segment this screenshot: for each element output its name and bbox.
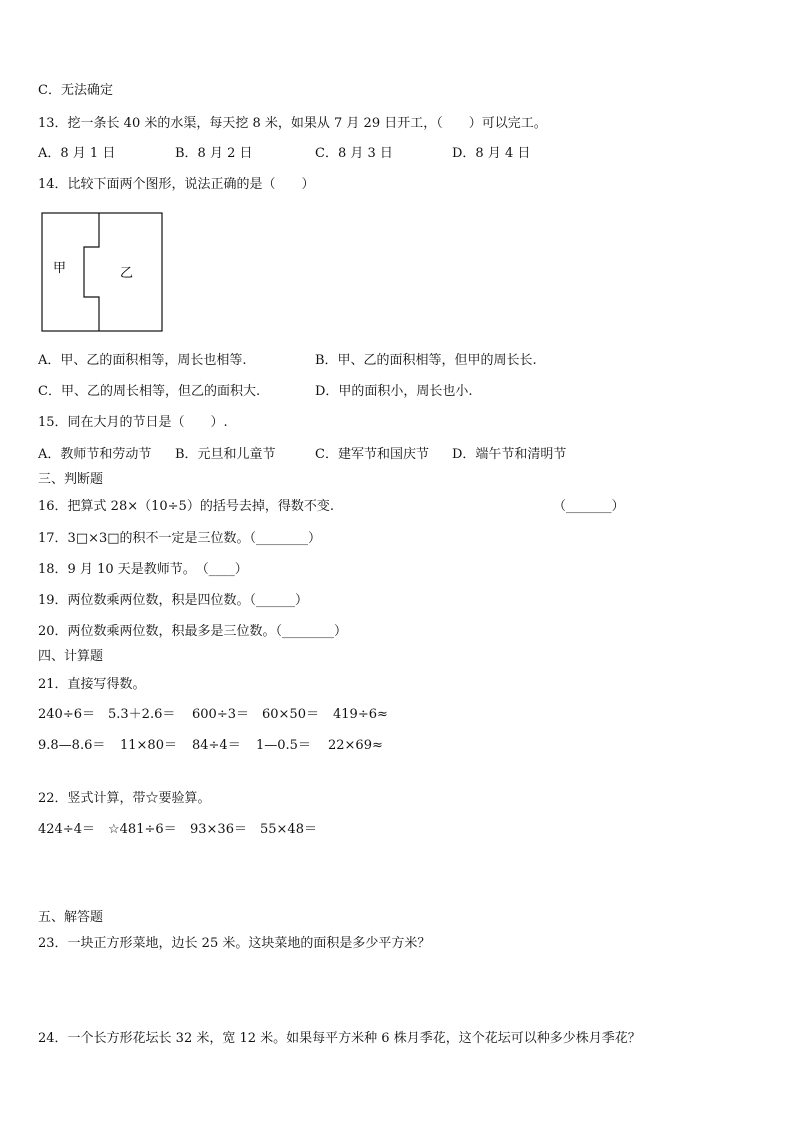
q15-option-b: B．元旦和儿童节 bbox=[175, 447, 276, 462]
q15-option-c: C．建军节和国庆节 bbox=[315, 447, 429, 462]
q23: 23．一块正方形菜地，边长 25 米。这块菜地的面积是多少平方米？ bbox=[38, 936, 431, 951]
q24: 24．一个长方形花坛长 32 米，宽 12 米。如果每平方米种 6 株月季花，这个花坛可以种多少株月季花？ bbox=[38, 1031, 641, 1046]
q16-answer-blank[interactable]: （_______） bbox=[553, 499, 625, 514]
q21-row1-item1: 240÷6＝ bbox=[38, 707, 95, 722]
q15-option-a: A．教师节和劳动节 bbox=[38, 447, 152, 462]
figure-label-jia: 甲 bbox=[53, 261, 67, 276]
q13-stem: 13．挖一条长 40 米的水渠，每天挖 8 米，如果从 7 月 29 日开工，（ ）可以完工。 bbox=[38, 116, 547, 131]
q21-row2-item2: 11×80＝ bbox=[120, 738, 177, 753]
q21-row2-item3: 84÷4＝ bbox=[192, 738, 241, 753]
q19: 19．两位数乘两位数，积是四位数。（______） bbox=[38, 593, 309, 608]
q13-option-c: C．8 月 3 日 bbox=[315, 146, 393, 161]
q14-option-d: D．甲的面积小，周长也小. bbox=[315, 384, 473, 399]
q16-stem: 16．把算式 28×（10÷5）的括号去掉，得数不变. bbox=[38, 499, 334, 514]
q14-option-b: B．甲、乙的面积相等，但甲的周长长. bbox=[315, 353, 537, 368]
q15-stem: 15．同在大月的节日是（ ）. bbox=[38, 415, 228, 430]
section-4-title: 四、计算题 bbox=[38, 649, 104, 664]
q21-row2-item5: 22×69≈ bbox=[328, 738, 383, 753]
q21-row2-item1: 9.8—8.6＝ bbox=[38, 738, 106, 753]
q14-stem: 14．比较下面两个图形，说法正确的是（ ） bbox=[38, 177, 315, 192]
figure-label-yi: 乙 bbox=[120, 266, 134, 281]
q22-item3: 93×36＝ bbox=[190, 822, 247, 837]
q13-option-a: A．8 月 1 日 bbox=[38, 146, 116, 161]
q21-row1-item4: 60×50＝ bbox=[262, 707, 319, 722]
q13-option-b: B．8 月 2 日 bbox=[175, 146, 253, 161]
q18: 18．9 月 10 天是教师节。 （____） bbox=[38, 562, 248, 577]
q17: 17．3□×3□的积不一定是三位数。（________） bbox=[38, 531, 322, 546]
figure-divider-line bbox=[84, 213, 99, 331]
section-5-title: 五、解答题 bbox=[38, 910, 104, 925]
q14-figure bbox=[41, 212, 165, 334]
q22-item1: 424÷4＝ bbox=[38, 822, 95, 837]
q21-stem: 21．直接写得数。 bbox=[38, 677, 146, 692]
q21-row2-item4: 1—0.5＝ bbox=[256, 738, 311, 753]
q22-item2: ☆481÷6＝ bbox=[108, 822, 177, 837]
q21-row1-item3: 600÷3＝ bbox=[192, 707, 249, 722]
q15-option-d: D．端午节和清明节 bbox=[452, 447, 567, 462]
q21-row1-item2: 5.3＋2.6＝ bbox=[108, 707, 176, 722]
q14-option-c: C．甲、乙的周长相等，但乙的面积大. bbox=[38, 384, 261, 399]
q22-stem: 22．竖式计算，带☆要验算。 bbox=[38, 791, 211, 806]
q20: 20．两位数乘两位数，积最多是三位数。（________） bbox=[38, 624, 348, 639]
q12-option-c: C．无法确定 bbox=[38, 83, 113, 98]
section-3-title: 三、判断题 bbox=[38, 472, 104, 487]
q22-item4: 55×48＝ bbox=[260, 822, 317, 837]
q21-row1-item5: 419÷6≈ bbox=[333, 707, 388, 722]
q14-option-a: A．甲、乙的面积相等，周长也相等. bbox=[38, 353, 247, 368]
q13-option-d: D．8 月 4 日 bbox=[452, 146, 531, 161]
